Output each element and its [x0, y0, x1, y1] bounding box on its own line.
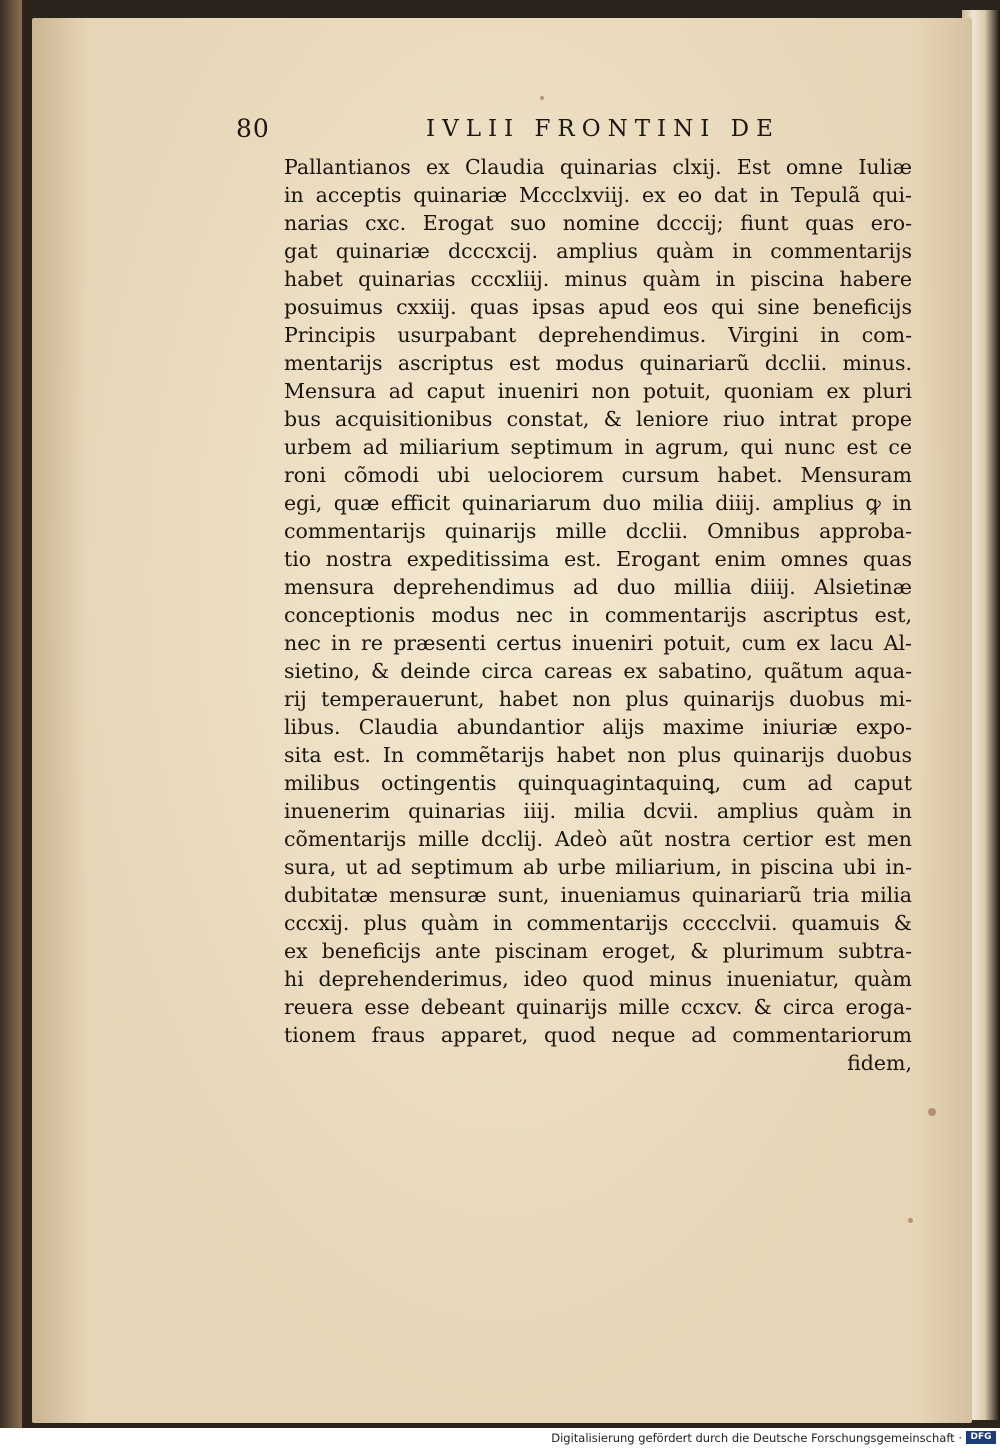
- text-line: Mensura ad caput inueniri non potuit, quoniam ex pluri: [284, 379, 912, 403]
- text-line: roni cõmodi ubi uelociorem cursum habet. Mensuram: [284, 463, 912, 487]
- text-line: conceptionis modus nec in commentarijs ascriptus est,: [284, 603, 912, 627]
- text-line: Principis usurpabant deprehendimus. Virgini in com-: [284, 323, 912, 347]
- text-line: narias cxc. Erogat suo nomine dcccij; fiunt quas ero-: [284, 211, 912, 235]
- text-line: cõmentarijs mille dcclij. Adeò aũt nostra certior est men: [284, 827, 912, 851]
- footer-credit: Digitalisierung gefördert durch die Deutsche Forschungsgemeinschaft ·: [551, 1431, 962, 1445]
- text-line: sita est. In commẽtarijs habet non plus quinarijs duobus: [284, 743, 912, 767]
- text-line: libus. Claudia abundantior alijs maxime iniuriæ expo-: [284, 715, 912, 739]
- text-line: cccxij. plus quàm in commentarijs ccccclvii. quamuis &: [284, 911, 912, 935]
- text-line: dubitatæ mensuræ sunt, inueniamus quinariarũ tria milia: [284, 883, 912, 907]
- text-line: rij temperauerunt, habet non plus quinarijs duobus mi-: [284, 687, 912, 711]
- text-line: mentarijs ascriptus est modus quinariarũ dcclii. minus.: [284, 351, 912, 375]
- text-line: posuimus cxxiij. quas ipsas apud eos qui sine beneficijs: [284, 295, 912, 319]
- dfg-logo: DFG: [966, 1431, 996, 1444]
- text-line: gat quinariæ dcccxcij. amplius quàm in commentarijs: [284, 239, 912, 263]
- text-line: Pallantianos ex Claudia quinarias clxij. Est omne Iuliæ: [284, 155, 912, 179]
- footer: [0, 1428, 1000, 1448]
- text-line: sietino, & deinde circa careas ex sabatino, quãtum aqua-: [284, 659, 912, 683]
- text-line: nec in re præsenti certus inueniri potuit, cum ex lacu Al-: [284, 631, 912, 655]
- text-line: milibus octingentis quinquagintaquinꝗ, cum ad caput: [284, 771, 912, 795]
- text-line: tio nostra expeditissima est. Erogant enim omnes quas: [284, 547, 912, 571]
- foxing-spot: [540, 96, 544, 100]
- text-line: reuera esse debeant quinarijs mille ccxcv. & circa eroga-: [284, 995, 912, 1019]
- text-line: habet quinarias cccxliij. minus quàm in piscina habere: [284, 267, 912, 291]
- text-line: hi deprehenderimus, ideo quod minus inueniatur, quàm: [284, 967, 912, 991]
- text-line: inuenerim quinarias iiij. milia dcvii. amplius quàm in: [284, 799, 912, 823]
- book-spine: [0, 0, 22, 1428]
- text-line: in acceptis quinariæ Mccclxviij. ex eo dat in Tepulã qui-: [284, 183, 912, 207]
- text-line: bus acquisitionibus constat, & leniore riuo intrat prope: [284, 407, 912, 431]
- text-line: tionem fraus apparet, quod neque ad commentariorum: [284, 1023, 912, 1047]
- page-header: [236, 114, 796, 150]
- text-line: mensura deprehendimus ad duo millia diiij. Alsietinæ: [284, 575, 912, 599]
- body-text: [284, 153, 912, 1077]
- running-head: IVLII FRONTINI DE: [426, 116, 780, 142]
- foxing-spot: [908, 1218, 913, 1223]
- text-line: urbem ad miliarium septimum in agrum, qui nunc est ce: [284, 435, 912, 459]
- text-line: egi, quæ efficit quinariarum duo milia diiij. amplius ꝙ in: [284, 491, 912, 515]
- page-number: 80: [236, 114, 270, 143]
- text-line: sura, ut ad septimum ab urbe miliarium, in piscina ubi in-: [284, 855, 912, 879]
- text-line: fidem,: [847, 1051, 912, 1075]
- foxing-spot: [928, 1108, 936, 1116]
- text-line: commentarijs quinarijs mille dcclii. Omnibus approba-: [284, 519, 912, 543]
- text-line: ex beneficijs ante piscinam eroget, & plurimum subtra-: [284, 939, 912, 963]
